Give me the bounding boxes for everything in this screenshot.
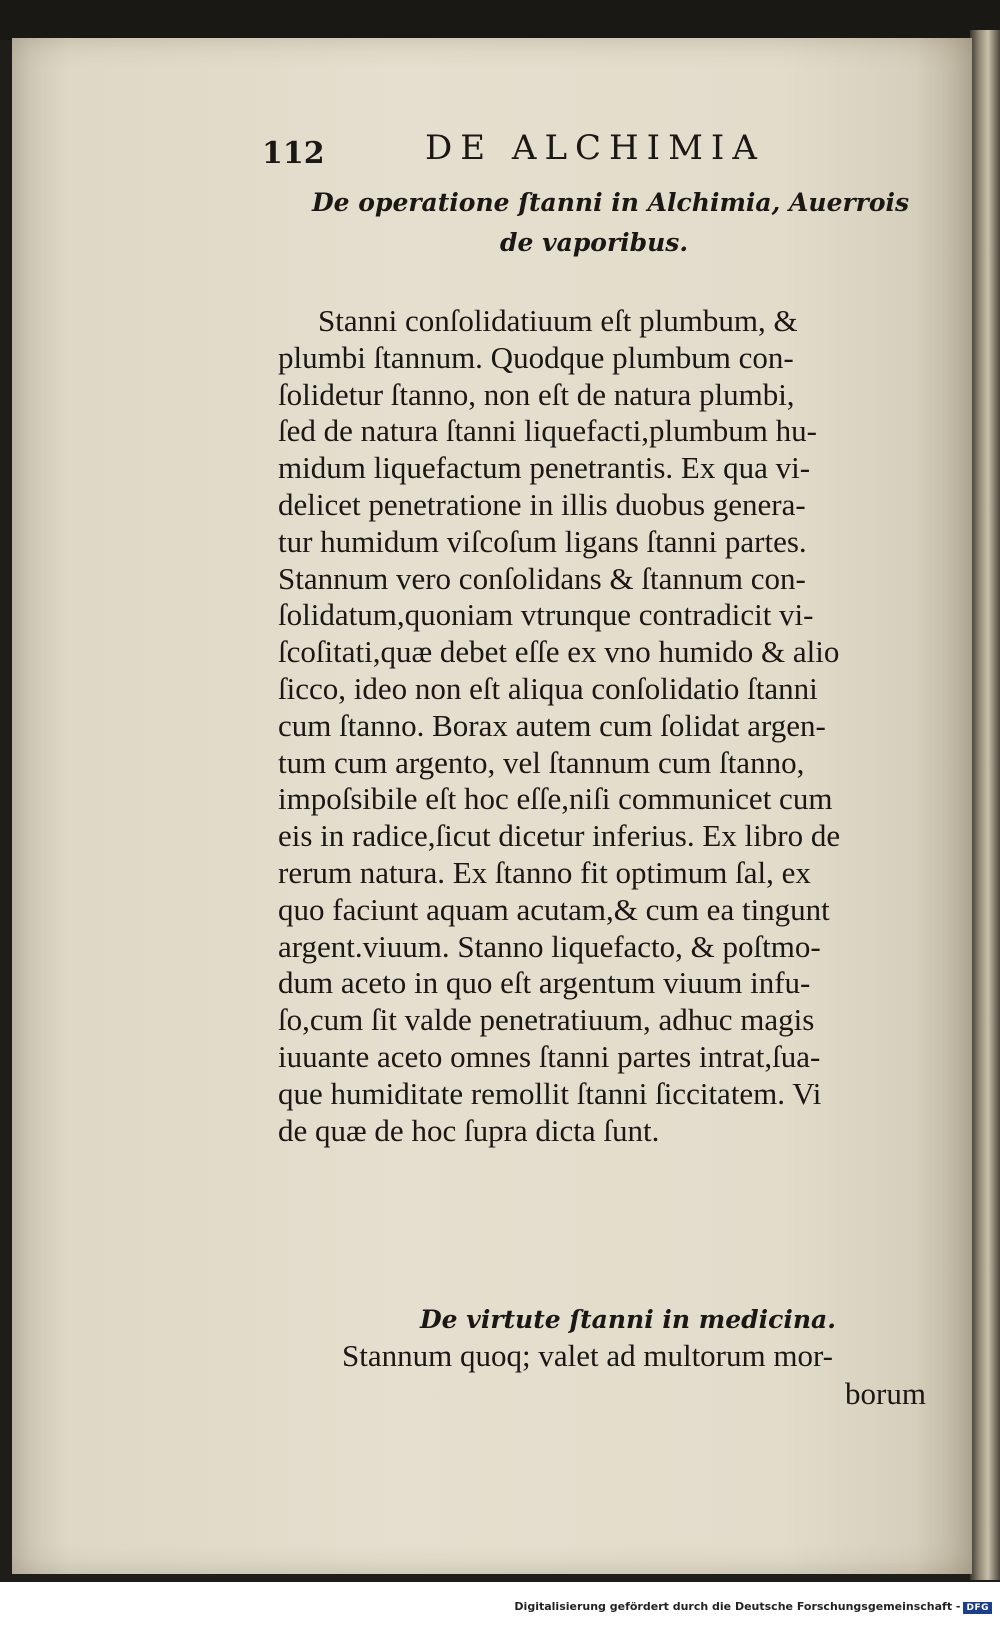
digitization-credit — [514, 1600, 992, 1614]
text-line: tum cum argento, vel ſtannum cum ſtanno, — [278, 744, 805, 780]
text-line: midum liquefactum penetrantis. Ex qua vi- — [278, 450, 811, 486]
running-head: DE ALCHIMIA — [425, 128, 765, 168]
body-paragraph — [278, 303, 918, 1149]
section-heading-line-1: De operatione ſtanni in Alchimia, Auerrois — [312, 188, 910, 217]
text-line: Stanni conſolidatiuum eſt plumbum, & — [318, 303, 798, 338]
text-line: dum aceto in quo eſt argentum viuum infu- — [278, 965, 811, 1001]
text-line: quo faciunt aquam acutam,& cum ea tingunt — [278, 891, 830, 927]
text-line: ſolidetur ſtanno, non eſt de natura plumbi, — [278, 376, 795, 412]
text-line: que humiditate remollit ſtanni ſiccitatem. Vi — [278, 1075, 822, 1111]
text-line: de quæ de hoc ſupra dicta ſunt. — [278, 1112, 660, 1148]
text-line: impoſsibile eſt hoc eſſe,niſi communicet cum — [278, 781, 833, 817]
text-line: ſcoſitati,quæ debet eſſe ex vno humido & alio — [278, 634, 840, 670]
text-line: ſolidatum,quoniam vtrunque contradicit vi- — [278, 597, 814, 633]
credit-text: Digitalisierung gefördert durch die Deutsche Forschungsgemeinschaft - — [514, 1600, 961, 1613]
text-line: Stannum vero conſolidans & ſtannum con- — [278, 560, 806, 596]
section-heading-medicina: De virtute ſtanni in medicina. — [420, 1305, 836, 1334]
section-heading-line-2: de vaporibus. — [500, 228, 689, 257]
book-edge — [970, 30, 1000, 1580]
text-line: plumbi ſtannum. Quodque plumbum con- — [278, 339, 794, 375]
text-line: tur humidum viſcoſum ligans ſtanni partes. — [278, 523, 807, 559]
text-line: iuuante aceto omnes ſtanni partes intrat,ſua- — [278, 1038, 821, 1074]
text-line: Stannum quoq; valet ad multorum mor- — [342, 1338, 834, 1373]
catchword: borum — [845, 1376, 926, 1411]
text-line: ſicco, ideo non eſt aliqua conſolidatio ſtanni — [278, 670, 818, 706]
dfg-logo: DFG — [963, 1602, 992, 1614]
text-line: eis in radice,ſicut dicetur inferius. Ex libro de — [278, 818, 841, 854]
text-line: ſo,cum ſit valde penetratiuum, adhuc magis — [278, 1002, 815, 1038]
scan-top-edge — [0, 0, 1000, 40]
text-line: rerum natura. Ex ſtanno fit optimum ſal, ex — [278, 854, 811, 890]
page-number: 112 — [262, 136, 325, 171]
text-line: ſed de natura ſtanni liquefacti,plumbum hu- — [278, 413, 817, 449]
text-line: argent.viuum. Stanno liquefacto, & poſtmo- — [278, 928, 821, 964]
text-line: delicet penetratione in illis duobus genera- — [278, 486, 806, 522]
text-line: cum ſtanno. Borax autem cum ſolidat argen- — [278, 707, 826, 743]
